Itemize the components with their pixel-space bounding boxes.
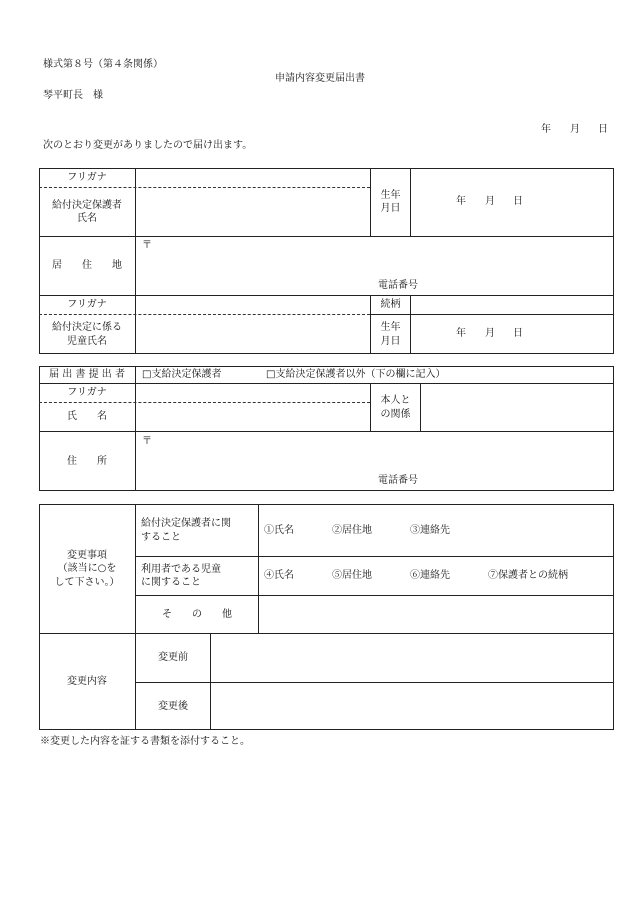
guardian-name-field[interactable] [136,188,370,236]
label-line: 本人と [380,395,411,406]
furigana-field[interactable] [136,168,370,187]
date-day: 日 [598,124,608,135]
addressee: 琴平町長 様 [43,90,103,101]
relationship-label [371,384,420,431]
after-field[interactable] [211,683,614,730]
furigana-label: フリガナ [67,171,107,183]
child-birth-month: 月 [485,328,495,339]
submitter-address-label: 住 所 [67,455,107,467]
child-option-relationship[interactable]: ⑦保護者との続柄 [488,570,568,581]
label-line: 給付決定に係る [52,322,122,333]
guardian-option-contact[interactable]: ③連絡先 [410,525,450,536]
label-line: 月日 [380,203,401,214]
label-line: 氏名 [77,213,97,224]
before-field[interactable] [211,634,614,682]
change-items-label [39,505,135,633]
submitter-phone-label: 電話番号 [378,475,418,486]
form-number: 様式第８号（第４条関係） [43,59,163,70]
option-guardian-checkbox[interactable]: □支給決定保護者 [142,369,222,380]
other-label: そ の 他 [162,608,232,620]
birth-date-label [371,168,410,236]
label-line: 児童氏名 [67,335,107,347]
child-birth-day: 日 [513,328,523,339]
submitter-label: 届 出 書 提 出 者 [49,369,125,381]
label-line: 給付決定保護者 [52,199,122,211]
label-line: 変更事項 [67,549,107,561]
label-line: 生年 [380,189,401,201]
phone-label: 電話番号 [378,280,418,291]
date-month: 月 [570,124,580,135]
divider [258,504,259,633]
child-option-contact[interactable]: ⑥連絡先 [410,570,450,581]
before-label: 変更前 [158,652,188,664]
guardian-row-label [141,505,258,556]
child-birth-date-label [371,315,410,354]
address-label: 居 住 地 [52,260,122,272]
label-line: して下さい。） [54,576,120,588]
intro-text: 次のとおり変更がありましたので届け出ます。 [43,140,253,151]
divider [420,383,421,431]
label-line: 月日 [380,335,401,347]
birth-day: 日 [513,196,523,207]
change-content-label: 変更内容 [67,676,107,688]
child-name-label [39,315,135,354]
submitter-furigana-label: フリガナ [67,387,107,399]
child-furigana-label: フリガナ [67,299,107,311]
divider [410,168,411,236]
label-line: の関係 [380,408,411,420]
divider [410,295,411,354]
label-line: 生年 [380,322,401,333]
footer-note: ※変更した内容を証する書類を添付すること。 [40,736,250,747]
submitter-postal-mark: 〒 [142,436,152,447]
guardian-option-residence[interactable]: ②居住地 [332,525,372,536]
label-line: すること [141,531,181,543]
submitter-name-label: 氏 名 [67,411,107,423]
guardian-option-name[interactable]: ①氏名 [264,525,294,536]
date-year: 年 [541,124,551,135]
child-row-label [141,557,258,595]
label-line: 利用者である児童 [141,563,221,575]
child-option-name[interactable]: ④氏名 [264,570,294,581]
option-other-checkbox[interactable]: □支給決定保護者以外（下の欄に記入） [266,369,446,380]
birth-year: 年 [456,196,466,207]
guardian-name-label [39,188,135,236]
form-title: 申請内容変更届出書 [275,73,365,84]
relation-label: 続柄 [380,299,401,311]
child-birth-year: 年 [456,328,466,339]
divider [135,366,136,491]
postal-mark: 〒 [142,240,152,251]
label-line: に関すること [141,577,201,588]
label-line: 給付決定保護者に関 [141,518,231,529]
label-line: （該当に○を [57,563,117,575]
child-option-residence[interactable]: ⑤居住地 [332,570,372,581]
after-label: 変更後 [158,700,188,712]
birth-month: 月 [485,196,495,207]
